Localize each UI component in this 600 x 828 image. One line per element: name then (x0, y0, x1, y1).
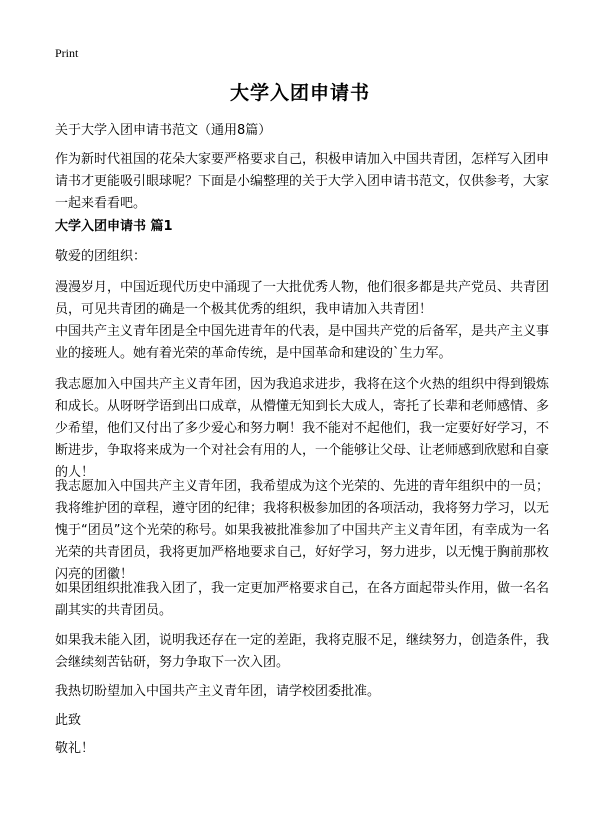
salutation: 敬爱的团组织： (55, 249, 147, 264)
body-paragraph: 中国共产主义青年团是全中国先进青年的代表，是中国共产党的后备军，是共产主义事业的接班人。她有着光荣的革命传统，是中国革命和建设的`生力军。 (55, 324, 550, 361)
body-paragraph: 如果我未能入团，说明我还存在一定的差距，我将克服不足，继续努力，创造条件，我会继续刻苦钻研，努力争取下一次入团。 (55, 633, 550, 670)
body-paragraph: 如果团组织批准我入团了，我一定更加严格要求自己，在各方面起带头作用，做一名名副其实的共青团员。 (55, 581, 550, 618)
page-title: 大学入团申请书 (229, 82, 370, 104)
body-paragraph: 我志愿加入中国共产主义青年团，我希望成为这个光荣的、先进的青年组织中的一员；我将维护团的章程，遵守团的纪律；我将积极参加团的各项活动，我将努力学习，以无愧于“团员”这个光荣的称号。如果我被批准参加了中国共产主义青年团，有幸成为一名光荣的共青团员，我将更加严格地要求自己，好好学习，努力进步，以无愧于胸前那枚闪亮的团徽！ (55, 479, 550, 582)
document-subtitle: 关于大学入团申请书范文（通用8篇） (55, 123, 272, 138)
body-paragraph: 我热切盼望加入中国共产主义青年团，请学校团委批准。 (55, 684, 381, 699)
closing-salute: 敬礼！ (55, 741, 95, 756)
body-paragraph: 我志愿加入中国共产主义青年团，因为我追求进步，我将在这个火热的组织中得到锻炼和成长。从呀呀学语到出口成章，从懵懂无知到长大成人，寄托了长辈和老师感情、多少希望，他们又付出了多少爱心和努力啊！我不能对不起他们，我一定要好好学习，不断进步，争取将来成为一个对社会有用的人，一个能够让父母、让老师感到欣慰和自豪的人！ (55, 377, 550, 480)
print-link[interactable]: Print (55, 46, 79, 60)
section-heading: 大学入团申请书 篇1 (55, 219, 173, 234)
intro-paragraph: 作为新时代祖国的花朵大家要严格要求自己，积极申请加入中国共青团，怎样写入团申请书才更能吸引眼球呢？下面是小编整理的关于大学入团申请书范文，仅供参考，大家一起来看看吧。 (55, 152, 550, 211)
body-paragraph: 漫漫岁月，中国近现代历史中涌现了一大批优秀人物，他们很多都是共产党员、共青团员，可见共青团的确是一个极其优秀的组织，我申请加入共青团！ (55, 280, 550, 317)
closing-line: 此致 (55, 713, 82, 728)
